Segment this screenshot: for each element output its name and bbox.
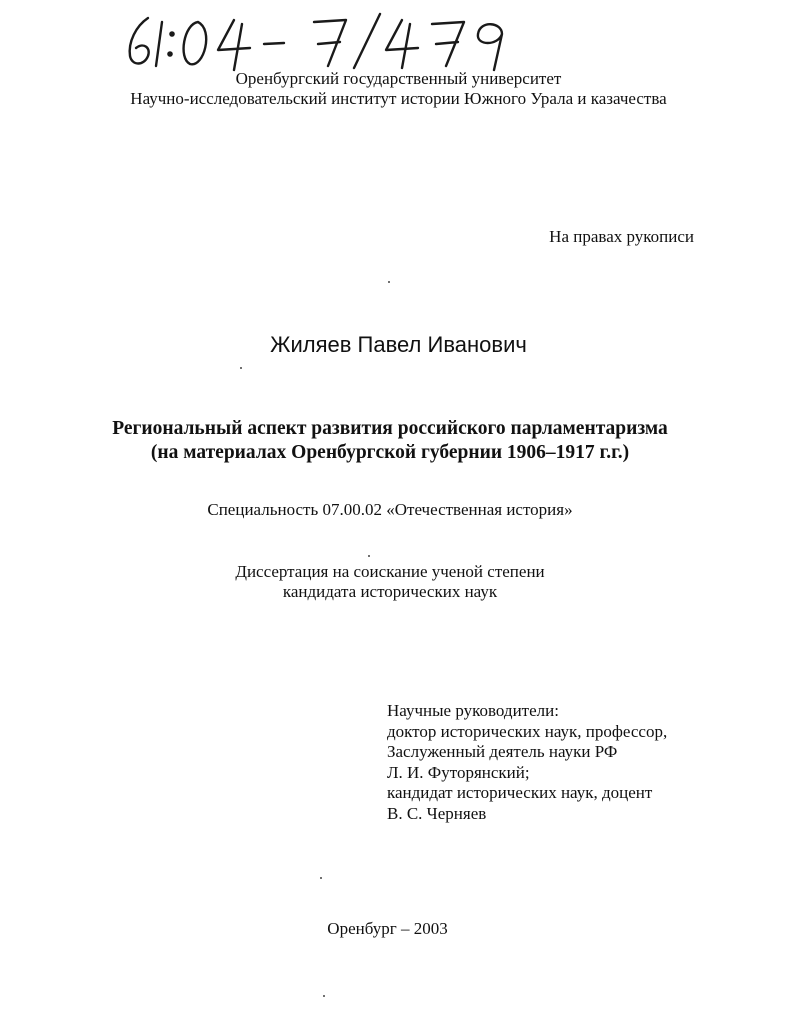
supervisor-2-degree: кандидат исторических наук, доцент [387, 783, 653, 803]
dissertation-title-line-1: Региональный аспект развития российского парламентаризма [112, 418, 668, 439]
scan-speck [240, 367, 242, 369]
scan-speck [323, 995, 325, 997]
scan-speck [320, 877, 322, 879]
supervisors-heading: Научные руководители: [387, 701, 559, 720]
place-and-year: Оренбург – 2003 [327, 919, 448, 938]
supervisor-1-name: Л. И. Футорянский; [387, 762, 530, 782]
author-name: Жиляев Павел Иванович [270, 332, 527, 357]
supervisor-1-title: Заслуженный деятель науки РФ [387, 742, 618, 762]
dissertation-title-line-2: (на материалах Оренбургской губернии 1906–1917 г.г.) [150, 442, 630, 463]
scan-speck [368, 555, 370, 557]
degree-line-2: кандидата исторических наук [282, 582, 498, 601]
manuscript-note: На правах рукописи [549, 227, 694, 246]
specialty: Специальность 07.00.02 «Отечественная история» [207, 500, 573, 519]
institute-name: Научно-исследовательский институт истории Южного Урала и казачества [130, 89, 667, 108]
supervisor-2-name: В. С. Черняев [387, 803, 487, 823]
university-name: Оренбургский государственный университет [235, 69, 562, 88]
scan-speck [388, 281, 390, 283]
handwritten-archive-mark [118, 8, 538, 74]
degree-line-1: Диссертация на соискание ученой степени [235, 562, 545, 581]
supervisors-block [387, 701, 667, 825]
supervisor-1-degree: доктор исторических наук, профессор, [387, 721, 668, 741]
